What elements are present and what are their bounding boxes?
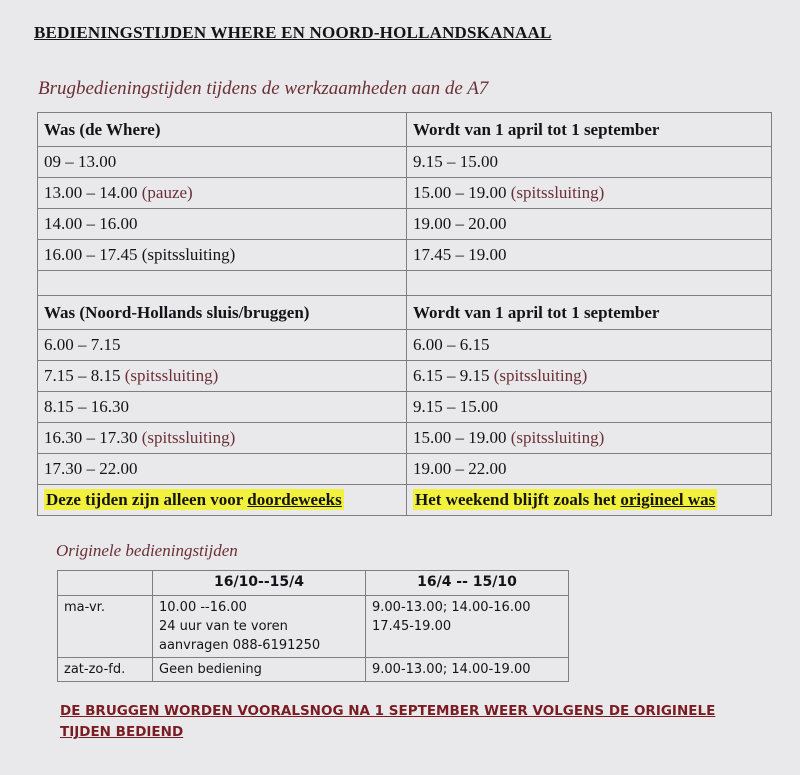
time-range: 17.45 – 19.00 [413, 245, 507, 264]
note: (spitssluiting) [124, 366, 219, 385]
original-table [57, 570, 569, 682]
time-range: 6.00 – 6.15 [413, 335, 490, 354]
cell [407, 209, 772, 240]
summer-header: 16/4 -- 15/10 [366, 571, 569, 596]
line: 9.00-13.00; 14.00-19.00 [372, 662, 531, 677]
line: aanvragen 088-6191250 [159, 638, 321, 653]
page-title: BEDIENINGSTIJDEN WHERE EN NOORD-HOLLANDSKANAAL [34, 23, 552, 42]
winter-cell [153, 596, 366, 658]
time-range: 8.15 – 16.30 [44, 397, 129, 416]
time-range: 6.00 – 7.15 [44, 335, 121, 354]
cell [38, 209, 407, 240]
time-range: 14.00 – 16.00 [44, 214, 138, 233]
weekday-note-cell [38, 485, 407, 516]
summer-cell [366, 596, 569, 658]
time-range: 16.30 – 17.30 [44, 428, 142, 447]
table-row [38, 178, 772, 209]
note: (spitssluiting) [510, 428, 605, 447]
time-range: 19.00 – 22.00 [413, 459, 507, 478]
cell [38, 454, 407, 485]
weekday-note-text: Deze tijden zijn alleen voor [46, 490, 248, 509]
line: 10.00 --16.00 [159, 600, 247, 615]
cell [38, 178, 407, 209]
time-range: 9.15 – 15.00 [413, 397, 498, 416]
time-range: 17.30 – 22.00 [44, 459, 138, 478]
where-header-left: Was (de Where) [38, 113, 407, 147]
weekend-note-cell [407, 485, 772, 516]
time-range: 6.15 – 9.15 [413, 366, 494, 385]
empty-cell [38, 271, 407, 296]
winter-cell [153, 658, 366, 682]
table-row [38, 147, 772, 178]
noord-header-left: Was (Noord-Hollands sluis/bruggen) [38, 296, 407, 330]
original-heading: Originele bedieningstijden [56, 541, 238, 560]
table-row [38, 423, 772, 454]
time-range: 9.15 – 15.00 [413, 152, 498, 171]
noord-header-row [38, 296, 772, 330]
weekday-note-underlined: doordeweeks [247, 490, 342, 509]
table-row [38, 392, 772, 423]
day-label: ma-vr. [58, 596, 153, 658]
subtitle: Brugbedieningstijden tijdens de werkzaamheden aan de A7 [38, 78, 489, 99]
spacer-row [38, 271, 772, 296]
weekend-note [413, 489, 717, 510]
cell [38, 330, 407, 361]
cell [407, 240, 772, 271]
highlight-row [38, 485, 772, 516]
cell [38, 147, 407, 178]
cell [407, 361, 772, 392]
time-range: 7.15 – 8.15 [44, 366, 125, 385]
schedule-table [37, 112, 772, 516]
time-range: 15.00 – 19.00 [413, 183, 511, 202]
cell [407, 330, 772, 361]
empty-cell [58, 571, 153, 596]
line: Geen bediening [159, 662, 262, 677]
time-range: 16.00 – 17.45 (spitssluiting) [44, 245, 236, 264]
table-row [38, 454, 772, 485]
weekend-note-text: Het weekend blijft zoals het [415, 490, 621, 509]
time-range: 13.00 – 14.00 [44, 183, 142, 202]
summer-cell [366, 658, 569, 682]
table-row [38, 330, 772, 361]
cell [38, 361, 407, 392]
weekday-note [44, 489, 344, 510]
cell [38, 423, 407, 454]
cell [38, 392, 407, 423]
weekend-note-underlined: origineel was [620, 490, 716, 509]
noord-header-right: Wordt van 1 april tot 1 september [407, 296, 772, 330]
cell [38, 240, 407, 271]
line: 24 uur van te voren [159, 619, 288, 634]
table-row [58, 658, 569, 682]
table-row [38, 361, 772, 392]
where-header-row [38, 113, 772, 147]
day-label: zat-zo-fd. [58, 658, 153, 682]
winter-header: 16/10--15/4 [153, 571, 366, 596]
cell [407, 423, 772, 454]
table-row [38, 240, 772, 271]
table-row [38, 209, 772, 240]
time-range: 19.00 – 20.00 [413, 214, 507, 233]
note: (spitssluiting) [510, 183, 605, 202]
note: (spitssluiting) [493, 366, 588, 385]
time-range: 09 – 13.00 [44, 152, 117, 171]
table-row [58, 596, 569, 658]
original-header-row [58, 571, 569, 596]
line: 9.00-13.00; 14.00-16.00 [372, 600, 531, 615]
cell [407, 392, 772, 423]
cell [407, 147, 772, 178]
cell [407, 178, 772, 209]
note: (pauze) [141, 183, 193, 202]
note: (spitssluiting) [141, 428, 236, 447]
footer-notice: DE BRUGGEN WORDEN VOORALSNOG NA 1 SEPTEMBER WEER VOLGENS DE ORIGINELE TIJDEN BEDIEND [60, 703, 716, 740]
line: 17.45-19.00 [372, 619, 452, 634]
empty-cell [407, 271, 772, 296]
time-range: 15.00 – 19.00 [413, 428, 511, 447]
where-header-right: Wordt van 1 april tot 1 september [407, 113, 772, 147]
cell [407, 454, 772, 485]
